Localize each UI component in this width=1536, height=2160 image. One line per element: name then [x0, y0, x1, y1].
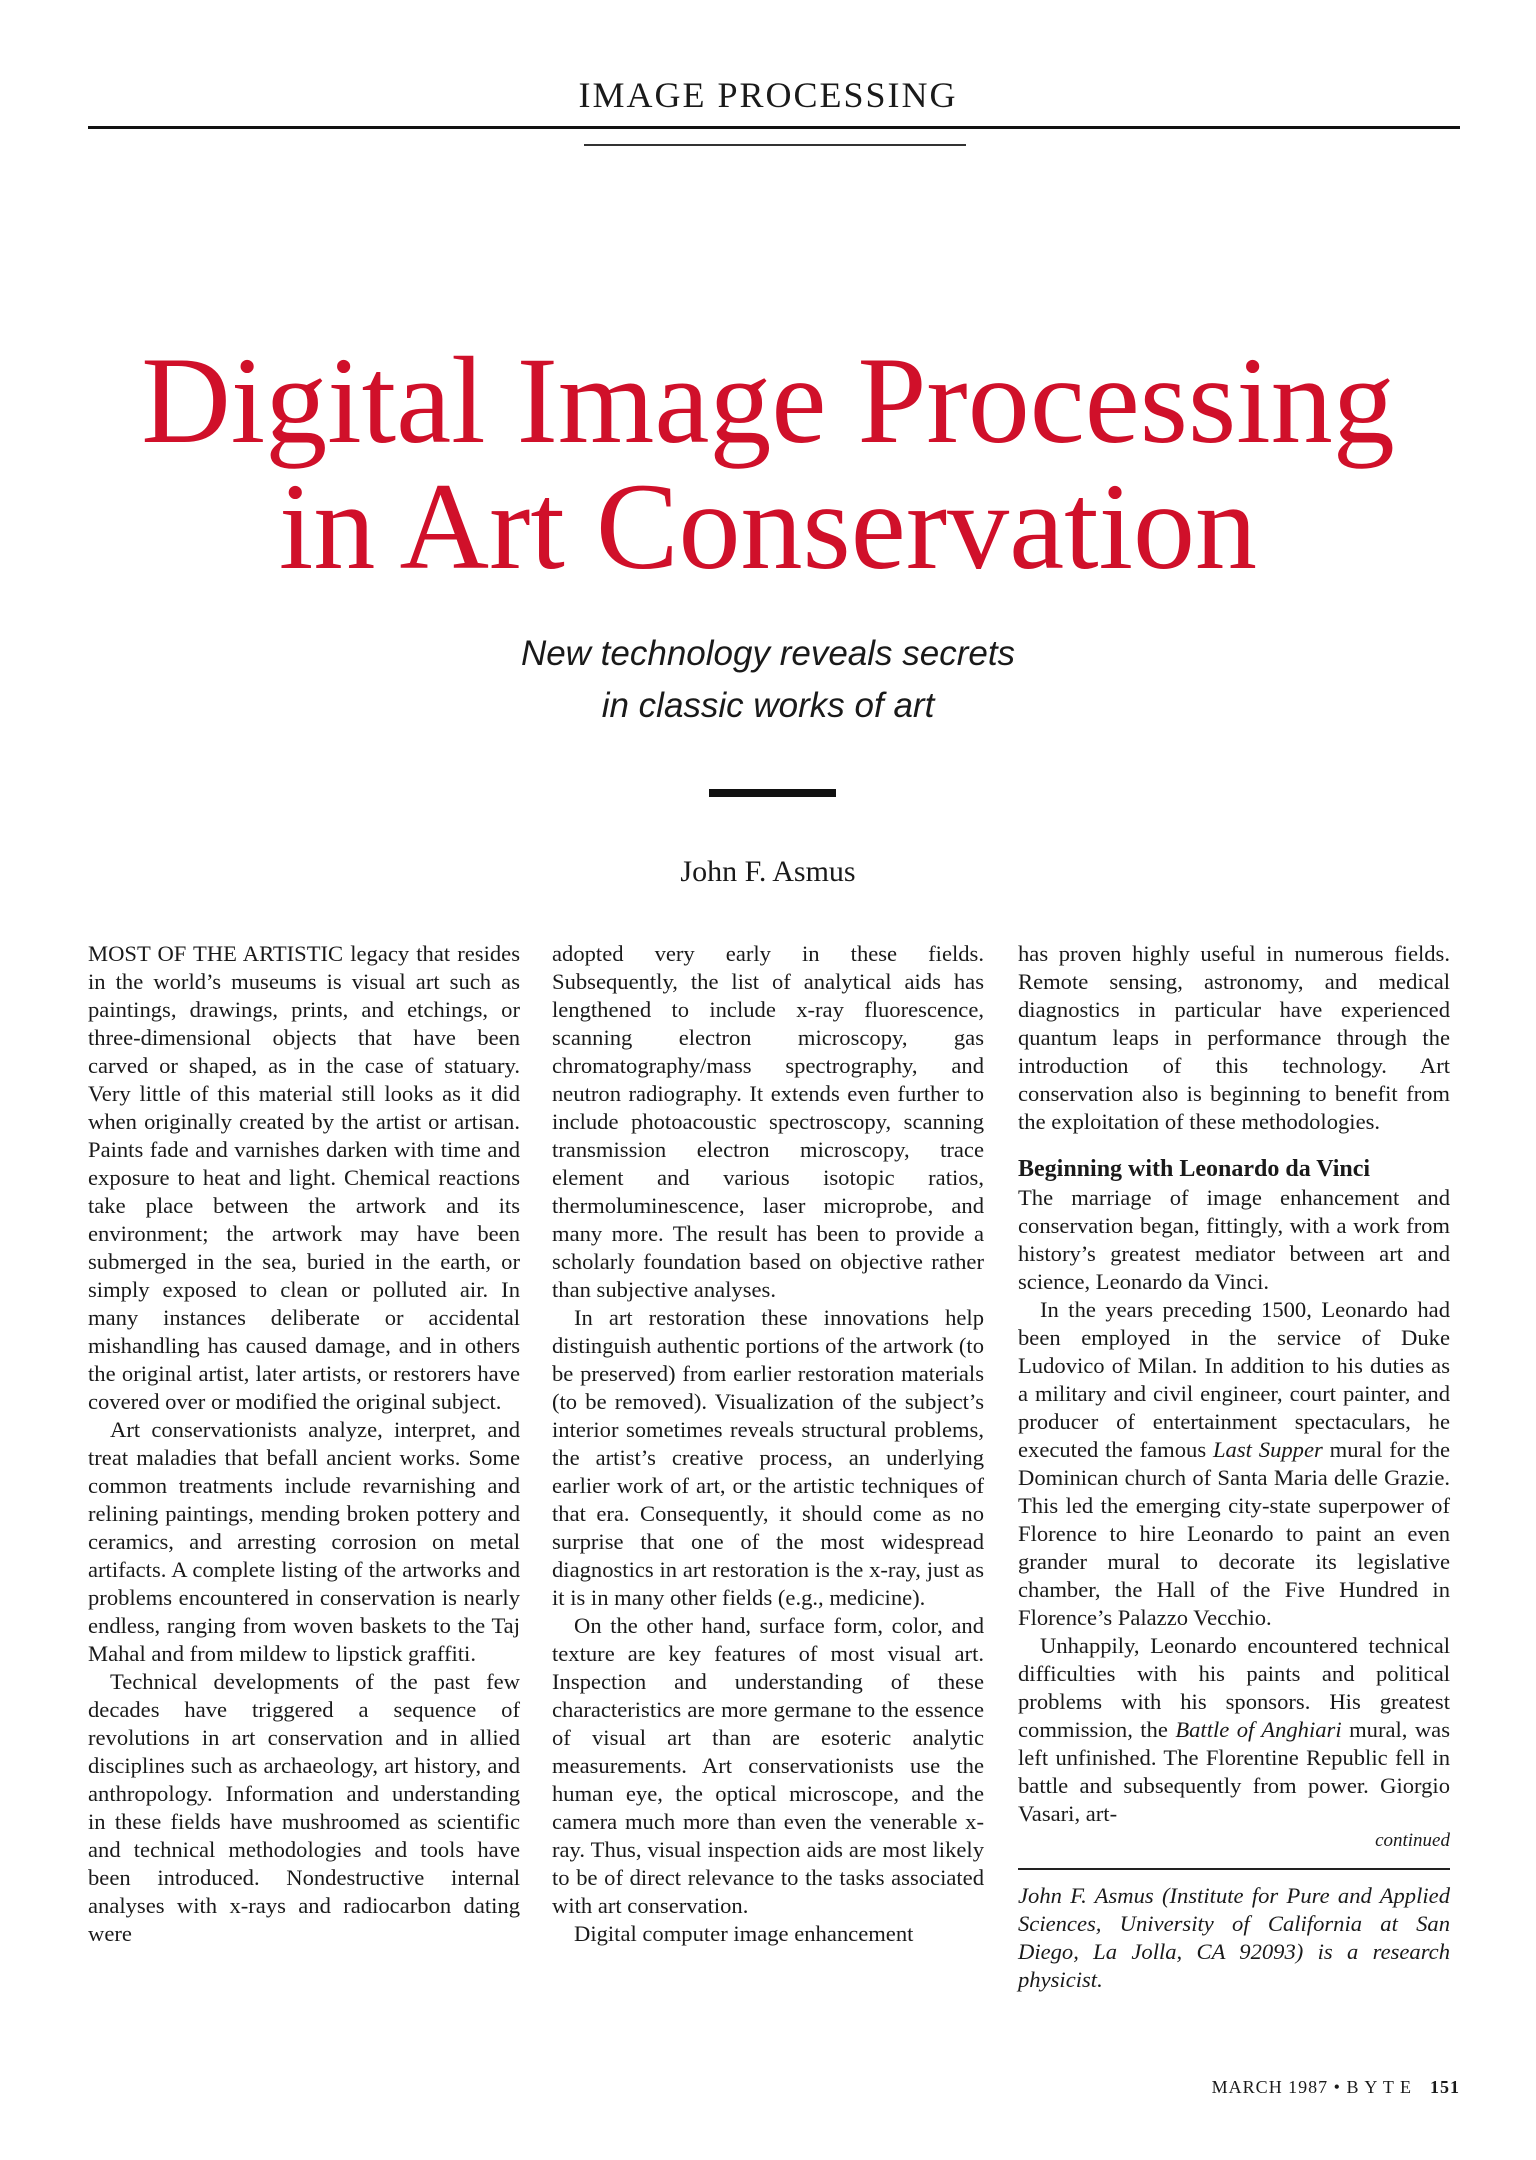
- page-number: 151: [1430, 2077, 1460, 2097]
- artwork-title: Battle of Anghiari: [1175, 1717, 1342, 1742]
- paragraph: [1018, 1296, 1450, 1632]
- paragraph: Technical developments of the past few decades have triggered a sequence of revolutions in art conservation and in allied disciplines such as archaeology, art history, and anthropology. Information and understanding in these fields have mushroomed as scientific and technical methodologies and tools have been introduced. Nondestructive internal analyses with x-rays and radiocarbon dating were: [88, 1669, 520, 1946]
- paragraph: [1018, 1632, 1450, 1828]
- artwork-title: Last Supper: [1212, 1437, 1323, 1462]
- subtitle-line-1: New technology reveals secrets: [520, 634, 1016, 673]
- subtitle-line-2: in classic works of art: [601, 686, 935, 725]
- header-thin-rule: [584, 144, 966, 146]
- article-title: [0, 332, 1536, 595]
- author-byline: John F. Asmus: [680, 855, 856, 888]
- author-bio: John F. Asmus (Institute for Pure and Applied Sciences, University of California at San Diego, La Jolla, CA 92093) is a research physicist.: [1018, 1883, 1450, 1992]
- paragraph: In art restoration these innovations help distinguish authentic portions of the artwork (to be preserved) from earlier restoration materials (to be removed). Visualization of the subject’s interior sometimes reveals structural problems, the artist’s creative process, an underlying earlier work of art, or the artistic techniques of that era. Consequently, it should come as no surprise that one of the most widespread diagnostics in art restoration is the x-ray, just as it is in many other fields (e.g., medicine).: [552, 1305, 984, 1610]
- section-heading: Beginning with Leonardo da Vinci: [1018, 1156, 1371, 1182]
- title-line-1: Digital Image Processing: [141, 332, 1395, 469]
- text-column-1: [88, 940, 520, 1948]
- paragraph: On the other hand, surface form, color, and texture are key features of most visual art. Inspection and understanding of these characteristics are more germane to the essence of visual art than are esoteric analytic measurements. Art conservationists use the human eye, the optical microscope, and the camera much more than even the venerable x-ray. Thus, visual inspection aids are most likely to be of direct relevance to the tasks associated with art conservation.: [552, 1613, 984, 1918]
- page-footer: [1212, 2077, 1460, 2098]
- paragraph: has proven highly useful in numerous fields. Remote sensing, astronomy, and medical diagnostics in particular have experienced quantum leaps in performance through the introduction of this technology. Art conservation also is beginning to benefit from the exploitation of these methodologies.: [1018, 941, 1450, 1134]
- text-run: In the years preceding 1500, Leonardo had been employed in the service of Duke Ludovico of Milan. In addition to his duties as a military and civil engineer, court painter, and producer of entertainment spectaculars, he executed the famous: [1018, 1297, 1450, 1462]
- header-rule: [88, 126, 1460, 129]
- text-run: mural for the Dominican church of Santa Maria delle Grazie. This led the emerging city-state superpower of Florence to hire Leonardo to paint an even grander mural to decorate its legislative chamber, the Hall of the Five Hundred in Florence’s Palazzo Vecchio.: [1018, 1437, 1451, 1630]
- issue-label: MARCH 1987 • B Y T E: [1211, 2077, 1412, 2097]
- paragraph: The marriage of image enhancement and conservation began, fittingly, with a work from history’s greatest mediator between art and science, Leonardo da Vinci.: [1018, 1185, 1450, 1294]
- text-run: mural, was left unfinished. The Florentine Republic fell in battle and subsequently from power. Giorgio Vasari, art-: [1018, 1717, 1450, 1826]
- section-label: IMAGE PROCESSING: [578, 75, 958, 115]
- title-divider: [709, 789, 836, 797]
- text-column-2: [552, 940, 984, 1948]
- paragraph: adopted very early in these fields. Subsequently, the list of analytical aids has lengthened to include x-ray fluorescence, scanning electron microscopy, gas chromatography/mass spectrography, and neutron radiography. It extends even further to include photoacoustic spectroscopy, scanning transmission electron microscopy, trace element and various isotopic ratios, thermoluminescence, laser microprobe, and many more. The result has been to provide a scholarly foundation based on objective rather than subjective analyses.: [552, 941, 984, 1302]
- bio-rule: [1018, 1868, 1450, 1870]
- continued-label: continued: [1375, 1830, 1450, 1851]
- paragraph: Art conservationists analyze, interpret, and treat maladies that befall ancient works. Some common treatments include revarnishing and relining paintings, mending broken pottery and ceramics, and arresting corrosion on metal artifacts. A complete listing of the artworks and problems encountered in conservation is nearly endless, ranging from woven baskets to the Taj Mahal and from mildew to lipstick graffiti.: [88, 1417, 520, 1666]
- title-line-2: in Art Conservation: [278, 458, 1258, 595]
- article-subtitle: [0, 628, 1536, 732]
- text-run: Unhappily, Leonardo encountered technical difficulties with his paints and political problems with his sponsors. His greatest commission, the: [1018, 1633, 1450, 1742]
- paragraph: Digital computer image enhancement: [574, 1921, 914, 1946]
- text-column-3: [1018, 940, 1450, 1994]
- paragraph: MOST OF THE ARTISTIC legacy that resides in the world’s museums is visual art such as paintings, drawings, prints, and etchings, or three-dimensional objects that have been carved or shaped, as in the case of statuary. Very little of this material still looks as it did when originally created by the artist or artisan. Paints fade and varnishes darken with time and exposure to heat and light. Chemical reactions take place between the artwork and its environment; the artwork may have been submerged in the sea, buried in the earth, or simply exposed to clean or polluted air. In many instances deliberate or accidental mishandling has caused damage, and in others the original artist, later artists, or restorers have covered over or modified the original subject.: [88, 941, 520, 1414]
